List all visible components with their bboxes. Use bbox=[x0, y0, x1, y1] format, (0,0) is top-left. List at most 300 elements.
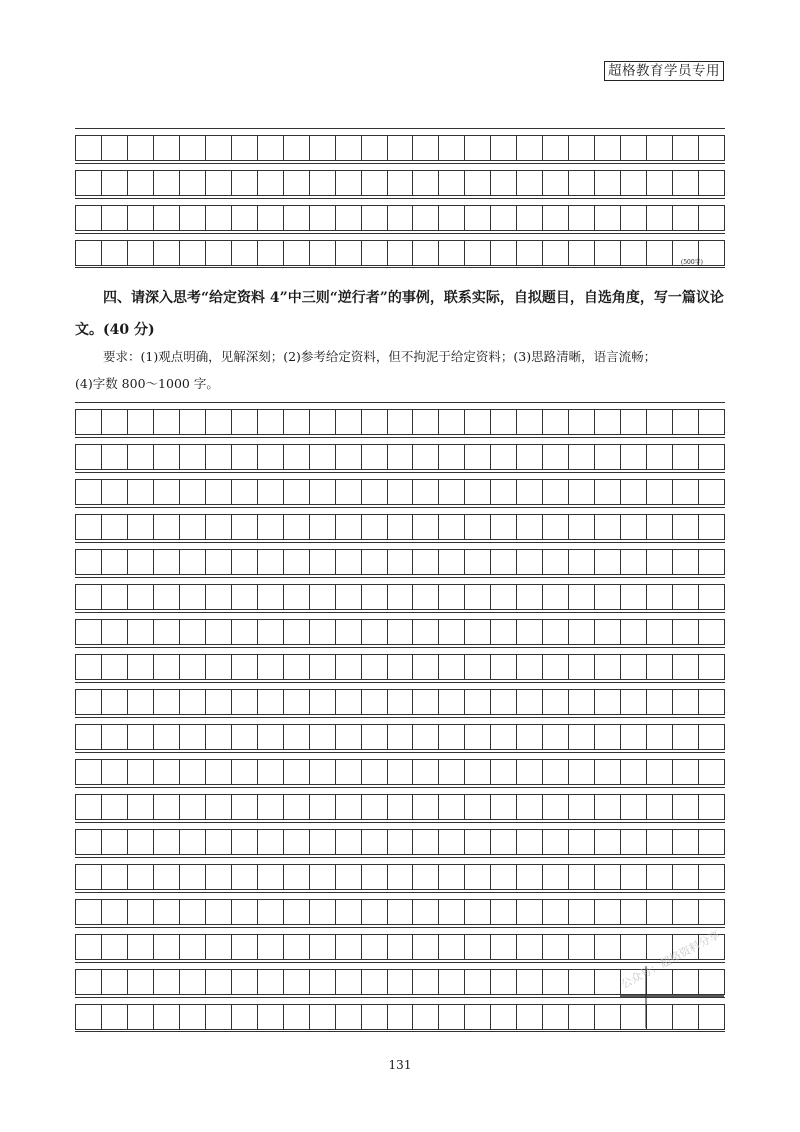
grid-cell[interactable] bbox=[154, 865, 180, 889]
grid-cell[interactable] bbox=[413, 620, 439, 644]
grid-cell[interactable] bbox=[258, 830, 284, 854]
grid-cell[interactable] bbox=[491, 970, 517, 994]
grid-cell[interactable] bbox=[491, 830, 517, 854]
grid-cell[interactable] bbox=[180, 445, 206, 469]
grid-cell[interactable] bbox=[258, 241, 284, 265]
grid-cell[interactable] bbox=[362, 445, 388, 469]
grid-cell[interactable] bbox=[517, 865, 543, 889]
grid-cell[interactable] bbox=[362, 795, 388, 819]
grid-cell[interactable] bbox=[491, 725, 517, 749]
grid-cell[interactable] bbox=[128, 410, 154, 434]
grid-cell[interactable] bbox=[517, 620, 543, 644]
grid-cell[interactable] bbox=[517, 935, 543, 959]
grid-cell[interactable] bbox=[336, 760, 362, 784]
grid-cell[interactable] bbox=[206, 935, 232, 959]
grid-cell[interactable] bbox=[388, 241, 414, 265]
grid-cell[interactable] bbox=[595, 760, 621, 784]
grid-cell[interactable] bbox=[336, 445, 362, 469]
grid-cell[interactable] bbox=[543, 171, 569, 195]
grid-cell[interactable] bbox=[310, 445, 336, 469]
grid-cell[interactable] bbox=[647, 690, 673, 714]
grid-cell[interactable] bbox=[388, 171, 414, 195]
grid-cell[interactable] bbox=[76, 690, 102, 714]
grid-cell[interactable] bbox=[465, 515, 491, 539]
grid-cell[interactable] bbox=[154, 760, 180, 784]
grid-cell[interactable] bbox=[621, 550, 647, 574]
grid-cell[interactable] bbox=[258, 620, 284, 644]
grid-cell[interactable] bbox=[465, 655, 491, 679]
grid-cell[interactable] bbox=[180, 970, 206, 994]
grid-cell[interactable] bbox=[621, 136, 647, 160]
grid-cell[interactable] bbox=[543, 241, 569, 265]
grid-cell[interactable] bbox=[413, 171, 439, 195]
grid-cell[interactable] bbox=[206, 550, 232, 574]
grid-cell[interactable] bbox=[336, 585, 362, 609]
grid-cell[interactable] bbox=[699, 760, 725, 784]
grid-cell[interactable] bbox=[258, 585, 284, 609]
grid-cell[interactable] bbox=[206, 760, 232, 784]
grid-cell[interactable] bbox=[76, 585, 102, 609]
grid-cell[interactable] bbox=[284, 480, 310, 504]
grid-cell[interactable] bbox=[543, 795, 569, 819]
grid-cell[interactable] bbox=[543, 550, 569, 574]
grid-cell[interactable] bbox=[621, 725, 647, 749]
grid-cell[interactable] bbox=[595, 865, 621, 889]
grid-cell[interactable] bbox=[621, 760, 647, 784]
grid-cell[interactable] bbox=[232, 171, 258, 195]
grid-cell[interactable] bbox=[439, 480, 465, 504]
grid-cell[interactable] bbox=[465, 970, 491, 994]
grid-cell[interactable] bbox=[517, 550, 543, 574]
grid-cell[interactable] bbox=[413, 550, 439, 574]
grid-cell[interactable] bbox=[595, 935, 621, 959]
grid-cell[interactable] bbox=[439, 795, 465, 819]
grid-cell[interactable] bbox=[336, 970, 362, 994]
grid-cell[interactable] bbox=[76, 970, 102, 994]
grid-cell[interactable] bbox=[362, 1005, 388, 1029]
grid-cell[interactable] bbox=[647, 865, 673, 889]
grid-cell[interactable] bbox=[336, 690, 362, 714]
grid-cell[interactable] bbox=[673, 480, 699, 504]
grid-cell[interactable] bbox=[621, 655, 647, 679]
grid-cell[interactable] bbox=[595, 410, 621, 434]
grid-cell[interactable] bbox=[284, 725, 310, 749]
grid-cell[interactable] bbox=[232, 865, 258, 889]
grid-cell[interactable] bbox=[232, 725, 258, 749]
grid-cell[interactable] bbox=[673, 690, 699, 714]
grid-cell[interactable] bbox=[310, 585, 336, 609]
grid-cell[interactable] bbox=[621, 585, 647, 609]
grid-cell[interactable] bbox=[413, 241, 439, 265]
grid-cell[interactable] bbox=[673, 171, 699, 195]
grid-cell[interactable] bbox=[102, 445, 128, 469]
grid-cell[interactable] bbox=[336, 830, 362, 854]
grid-cell[interactable] bbox=[76, 760, 102, 784]
grid-cell[interactable] bbox=[284, 795, 310, 819]
grid-cell[interactable] bbox=[336, 795, 362, 819]
grid-cell[interactable] bbox=[621, 410, 647, 434]
grid-cell[interactable] bbox=[699, 900, 725, 924]
grid-cell[interactable] bbox=[595, 970, 621, 994]
grid-cell[interactable] bbox=[465, 760, 491, 784]
grid-cell[interactable] bbox=[310, 1005, 336, 1029]
grid-cell[interactable] bbox=[128, 515, 154, 539]
grid-cell[interactable] bbox=[491, 136, 517, 160]
grid-cell[interactable] bbox=[76, 515, 102, 539]
grid-cell[interactable] bbox=[465, 445, 491, 469]
grid-cell[interactable] bbox=[310, 136, 336, 160]
grid-cell[interactable] bbox=[388, 865, 414, 889]
grid-cell[interactable] bbox=[569, 655, 595, 679]
grid-cell[interactable] bbox=[439, 171, 465, 195]
grid-cell[interactable] bbox=[647, 725, 673, 749]
grid-cell[interactable] bbox=[310, 241, 336, 265]
grid-cell[interactable] bbox=[517, 900, 543, 924]
grid-cell[interactable] bbox=[595, 480, 621, 504]
grid-cell[interactable] bbox=[673, 410, 699, 434]
grid-cell[interactable] bbox=[543, 970, 569, 994]
grid-cell[interactable] bbox=[517, 970, 543, 994]
grid-cell[interactable] bbox=[258, 865, 284, 889]
grid-cell[interactable] bbox=[206, 795, 232, 819]
grid-cell[interactable] bbox=[569, 550, 595, 574]
grid-cell[interactable] bbox=[699, 795, 725, 819]
grid-cell[interactable] bbox=[517, 690, 543, 714]
grid-cell[interactable] bbox=[76, 900, 102, 924]
grid-cell[interactable] bbox=[206, 1005, 232, 1029]
grid-cell[interactable] bbox=[206, 620, 232, 644]
grid-cell[interactable] bbox=[673, 585, 699, 609]
grid-cell[interactable] bbox=[76, 241, 102, 265]
grid-cell[interactable] bbox=[362, 690, 388, 714]
grid-cell[interactable] bbox=[362, 655, 388, 679]
grid-cell[interactable] bbox=[76, 935, 102, 959]
grid-cell[interactable] bbox=[206, 410, 232, 434]
grid-cell[interactable] bbox=[595, 445, 621, 469]
grid-cell[interactable] bbox=[647, 760, 673, 784]
grid-cell[interactable] bbox=[388, 690, 414, 714]
grid-cell[interactable] bbox=[569, 795, 595, 819]
grid-cell[interactable] bbox=[543, 515, 569, 539]
grid-cell[interactable] bbox=[413, 206, 439, 230]
grid-cell[interactable] bbox=[258, 206, 284, 230]
grid-cell[interactable] bbox=[102, 171, 128, 195]
grid-cell[interactable] bbox=[154, 241, 180, 265]
grid-cell[interactable] bbox=[647, 206, 673, 230]
grid-cell[interactable] bbox=[154, 725, 180, 749]
grid-cell[interactable] bbox=[310, 171, 336, 195]
grid-cell[interactable] bbox=[362, 935, 388, 959]
grid-cell[interactable] bbox=[258, 550, 284, 574]
grid-cell[interactable] bbox=[647, 550, 673, 574]
grid-cell[interactable] bbox=[673, 655, 699, 679]
grid-cell[interactable] bbox=[388, 445, 414, 469]
grid-cell[interactable] bbox=[595, 171, 621, 195]
grid-cell[interactable] bbox=[465, 1005, 491, 1029]
grid-cell[interactable] bbox=[232, 480, 258, 504]
grid-cell[interactable] bbox=[206, 241, 232, 265]
grid-cell[interactable] bbox=[154, 935, 180, 959]
grid-cell[interactable] bbox=[336, 725, 362, 749]
grid-cell[interactable] bbox=[413, 445, 439, 469]
grid-cell[interactable] bbox=[543, 900, 569, 924]
grid-cell[interactable] bbox=[284, 171, 310, 195]
grid-cell[interactable] bbox=[180, 760, 206, 784]
grid-cell[interactable] bbox=[258, 970, 284, 994]
grid-cell[interactable] bbox=[517, 480, 543, 504]
grid-cell[interactable] bbox=[491, 760, 517, 784]
grid-cell[interactable] bbox=[465, 725, 491, 749]
grid-cell[interactable] bbox=[543, 206, 569, 230]
grid-cell[interactable] bbox=[232, 795, 258, 819]
grid-cell[interactable] bbox=[336, 410, 362, 434]
grid-cell[interactable] bbox=[647, 585, 673, 609]
grid-cell[interactable] bbox=[699, 620, 725, 644]
grid-cell[interactable] bbox=[102, 241, 128, 265]
grid-cell[interactable] bbox=[491, 690, 517, 714]
grid-cell[interactable] bbox=[128, 865, 154, 889]
grid-cell[interactable] bbox=[465, 620, 491, 644]
grid-cell[interactable] bbox=[102, 1005, 128, 1029]
grid-cell[interactable] bbox=[336, 1005, 362, 1029]
grid-cell[interactable] bbox=[102, 410, 128, 434]
grid-cell[interactable] bbox=[388, 480, 414, 504]
grid-cell[interactable] bbox=[595, 620, 621, 644]
grid-cell[interactable] bbox=[413, 136, 439, 160]
grid-cell[interactable] bbox=[491, 585, 517, 609]
grid-cell[interactable] bbox=[154, 1005, 180, 1029]
grid-cell[interactable] bbox=[465, 865, 491, 889]
grid-cell[interactable] bbox=[517, 445, 543, 469]
grid-cell[interactable] bbox=[362, 136, 388, 160]
grid-cell[interactable] bbox=[362, 585, 388, 609]
grid-cell[interactable] bbox=[569, 725, 595, 749]
grid-cell[interactable] bbox=[128, 585, 154, 609]
grid-cell[interactable] bbox=[647, 480, 673, 504]
grid-cell[interactable] bbox=[180, 480, 206, 504]
grid-cell[interactable] bbox=[102, 480, 128, 504]
grid-cell[interactable] bbox=[310, 206, 336, 230]
grid-cell[interactable] bbox=[336, 655, 362, 679]
grid-cell[interactable] bbox=[206, 690, 232, 714]
grid-cell[interactable] bbox=[154, 795, 180, 819]
grid-cell[interactable] bbox=[621, 206, 647, 230]
grid-cell[interactable] bbox=[621, 241, 647, 265]
grid-cell[interactable] bbox=[699, 410, 725, 434]
grid-cell[interactable] bbox=[206, 900, 232, 924]
grid-cell[interactable] bbox=[388, 410, 414, 434]
grid-cell[interactable] bbox=[647, 830, 673, 854]
grid-cell[interactable] bbox=[206, 970, 232, 994]
grid-cell[interactable] bbox=[569, 206, 595, 230]
grid-cell[interactable] bbox=[76, 795, 102, 819]
grid-cell[interactable] bbox=[595, 1005, 621, 1029]
grid-cell[interactable] bbox=[413, 410, 439, 434]
grid-cell[interactable] bbox=[154, 480, 180, 504]
grid-cell[interactable] bbox=[154, 620, 180, 644]
grid-cell[interactable] bbox=[102, 970, 128, 994]
grid-cell[interactable] bbox=[362, 865, 388, 889]
grid-cell[interactable] bbox=[439, 585, 465, 609]
grid-cell[interactable] bbox=[673, 830, 699, 854]
grid-cell[interactable] bbox=[491, 795, 517, 819]
grid-cell[interactable] bbox=[310, 410, 336, 434]
grid-cell[interactable] bbox=[362, 760, 388, 784]
grid-cell[interactable] bbox=[232, 445, 258, 469]
grid-cell[interactable] bbox=[76, 725, 102, 749]
grid-cell[interactable] bbox=[647, 410, 673, 434]
grid-cell[interactable] bbox=[102, 655, 128, 679]
grid-cell[interactable] bbox=[621, 830, 647, 854]
grid-cell[interactable] bbox=[336, 515, 362, 539]
grid-cell[interactable] bbox=[569, 620, 595, 644]
grid-cell[interactable] bbox=[180, 935, 206, 959]
grid-cell[interactable] bbox=[362, 900, 388, 924]
grid-cell[interactable] bbox=[439, 725, 465, 749]
grid-cell[interactable] bbox=[543, 620, 569, 644]
grid-cell[interactable] bbox=[413, 935, 439, 959]
grid-cell[interactable] bbox=[595, 241, 621, 265]
grid-cell[interactable] bbox=[621, 935, 647, 959]
grid-cell[interactable] bbox=[439, 515, 465, 539]
grid-cell[interactable] bbox=[491, 620, 517, 644]
grid-cell[interactable] bbox=[439, 136, 465, 160]
grid-cell[interactable] bbox=[388, 585, 414, 609]
grid-cell[interactable] bbox=[310, 690, 336, 714]
grid-cell[interactable] bbox=[258, 795, 284, 819]
grid-cell[interactable] bbox=[388, 515, 414, 539]
grid-cell[interactable] bbox=[673, 550, 699, 574]
grid-cell[interactable] bbox=[76, 445, 102, 469]
grid-cell[interactable] bbox=[180, 865, 206, 889]
grid-cell[interactable] bbox=[439, 830, 465, 854]
grid-cell[interactable] bbox=[413, 655, 439, 679]
grid-cell[interactable] bbox=[569, 935, 595, 959]
grid-cell[interactable] bbox=[206, 171, 232, 195]
grid-cell[interactable] bbox=[310, 515, 336, 539]
grid-cell[interactable] bbox=[180, 620, 206, 644]
grid-cell[interactable] bbox=[232, 550, 258, 574]
grid-cell[interactable] bbox=[128, 620, 154, 644]
grid-cell[interactable] bbox=[673, 515, 699, 539]
grid-cell[interactable] bbox=[128, 935, 154, 959]
grid-cell[interactable] bbox=[569, 865, 595, 889]
grid-cell[interactable] bbox=[647, 136, 673, 160]
grid-cell[interactable] bbox=[362, 970, 388, 994]
grid-cell[interactable] bbox=[517, 760, 543, 784]
grid-cell[interactable] bbox=[180, 725, 206, 749]
grid-cell[interactable] bbox=[517, 136, 543, 160]
grid-cell[interactable] bbox=[413, 585, 439, 609]
grid-cell[interactable] bbox=[258, 480, 284, 504]
grid-cell[interactable] bbox=[543, 690, 569, 714]
grid-cell[interactable] bbox=[284, 445, 310, 469]
grid-cell[interactable] bbox=[699, 171, 725, 195]
grid-cell[interactable] bbox=[362, 410, 388, 434]
grid-cell[interactable] bbox=[439, 865, 465, 889]
grid-cell[interactable] bbox=[310, 550, 336, 574]
grid-cell[interactable] bbox=[102, 935, 128, 959]
grid-cell[interactable] bbox=[258, 725, 284, 749]
grid-cell[interactable] bbox=[465, 585, 491, 609]
grid-cell[interactable] bbox=[439, 1005, 465, 1029]
grid-cell[interactable] bbox=[206, 515, 232, 539]
grid-cell[interactable] bbox=[569, 760, 595, 784]
grid-cell[interactable] bbox=[336, 620, 362, 644]
grid-cell[interactable] bbox=[699, 865, 725, 889]
grid-cell[interactable] bbox=[310, 865, 336, 889]
grid-cell[interactable] bbox=[128, 171, 154, 195]
grid-cell[interactable] bbox=[154, 136, 180, 160]
grid-cell[interactable] bbox=[258, 171, 284, 195]
grid-cell[interactable] bbox=[465, 171, 491, 195]
grid-cell[interactable] bbox=[258, 655, 284, 679]
grid-cell[interactable] bbox=[569, 410, 595, 434]
grid-cell[interactable] bbox=[543, 136, 569, 160]
grid-cell[interactable] bbox=[439, 445, 465, 469]
grid-cell[interactable] bbox=[336, 206, 362, 230]
grid-cell[interactable] bbox=[76, 620, 102, 644]
grid-cell[interactable] bbox=[336, 241, 362, 265]
grid-cell[interactable] bbox=[699, 480, 725, 504]
grid-cell[interactable] bbox=[569, 1005, 595, 1029]
grid-cell[interactable] bbox=[362, 830, 388, 854]
grid-cell[interactable] bbox=[154, 445, 180, 469]
grid-cell[interactable] bbox=[699, 515, 725, 539]
grid-cell[interactable] bbox=[154, 171, 180, 195]
grid-cell[interactable] bbox=[180, 585, 206, 609]
grid-cell[interactable] bbox=[154, 550, 180, 574]
grid-cell[interactable] bbox=[439, 410, 465, 434]
grid-cell[interactable] bbox=[439, 620, 465, 644]
grid-cell[interactable] bbox=[284, 970, 310, 994]
grid-cell[interactable] bbox=[232, 410, 258, 434]
grid-cell[interactable] bbox=[284, 690, 310, 714]
grid-cell[interactable] bbox=[232, 241, 258, 265]
grid-cell[interactable] bbox=[128, 206, 154, 230]
grid-cell[interactable] bbox=[595, 795, 621, 819]
grid-cell[interactable] bbox=[180, 515, 206, 539]
grid-cell[interactable] bbox=[388, 760, 414, 784]
grid-cell[interactable] bbox=[180, 410, 206, 434]
grid-cell[interactable] bbox=[154, 900, 180, 924]
grid-cell[interactable] bbox=[465, 480, 491, 504]
grid-cell[interactable] bbox=[491, 865, 517, 889]
grid-cell[interactable] bbox=[413, 970, 439, 994]
grid-cell[interactable] bbox=[673, 445, 699, 469]
grid-cell[interactable] bbox=[388, 900, 414, 924]
grid-cell[interactable] bbox=[569, 690, 595, 714]
grid-cell[interactable] bbox=[388, 1005, 414, 1029]
grid-cell[interactable] bbox=[102, 550, 128, 574]
grid-cell[interactable] bbox=[491, 935, 517, 959]
grid-cell[interactable] bbox=[569, 241, 595, 265]
grid-cell[interactable] bbox=[284, 865, 310, 889]
grid-cell[interactable] bbox=[491, 241, 517, 265]
grid-cell[interactable] bbox=[362, 550, 388, 574]
grid-cell[interactable] bbox=[102, 515, 128, 539]
grid-cell[interactable] bbox=[439, 760, 465, 784]
grid-cell[interactable] bbox=[102, 585, 128, 609]
grid-cell[interactable] bbox=[595, 655, 621, 679]
grid-cell[interactable] bbox=[388, 206, 414, 230]
grid-cell[interactable] bbox=[491, 206, 517, 230]
grid-cell[interactable] bbox=[258, 900, 284, 924]
grid-cell[interactable] bbox=[102, 725, 128, 749]
grid-cell[interactable] bbox=[595, 550, 621, 574]
grid-cell[interactable] bbox=[128, 655, 154, 679]
grid-cell[interactable] bbox=[699, 445, 725, 469]
